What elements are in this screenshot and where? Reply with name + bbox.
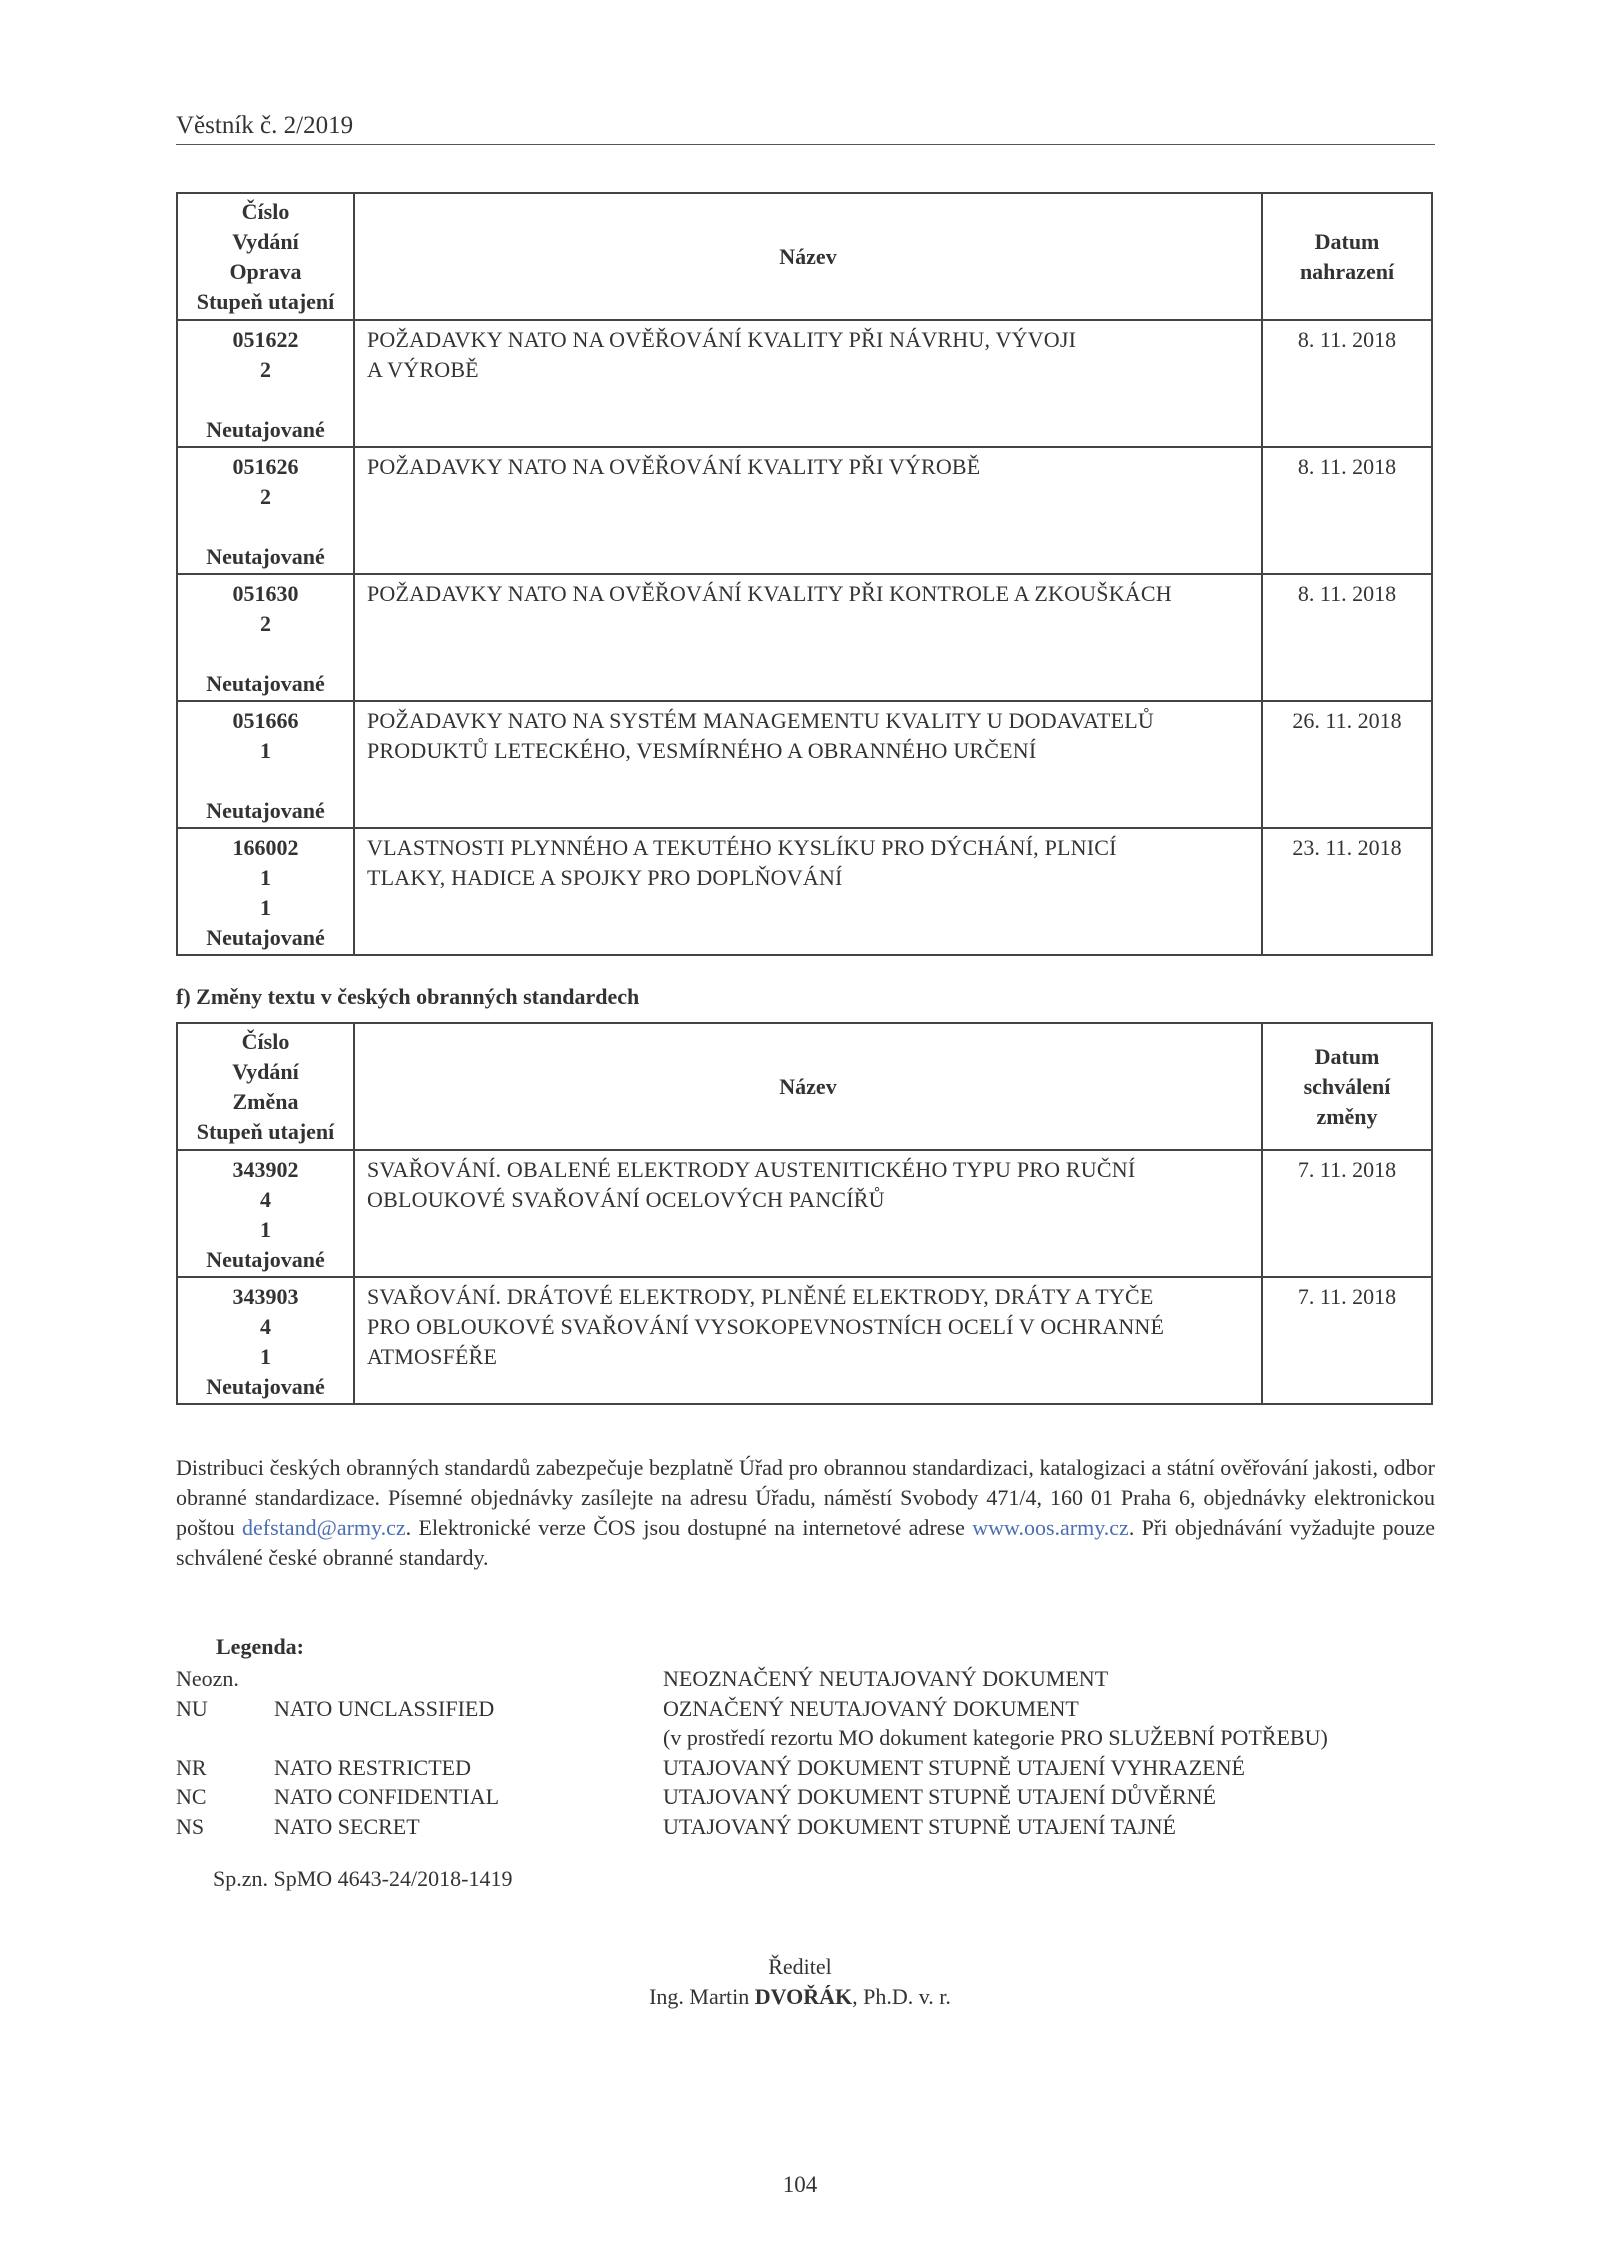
name-line: PRODUKTŮ LETECKÉHO, VESMÍRNÉHO A OBRANNÉHO URČENÍ — [367, 738, 1037, 763]
standards-replacement-table — [176, 192, 1433, 956]
number-line: 051626 — [232, 454, 299, 479]
section-f-heading: f) Změny textu v českých obranných standardech — [176, 984, 640, 1009]
header-label: Vydání — [232, 1058, 299, 1084]
name-line: OBLOUKOVÉ SVAŘOVÁNÍ OCELOVÝCH PANCÍŘŮ — [367, 1187, 885, 1212]
date-cell: 7. 11. 2018 — [1262, 1277, 1432, 1404]
name-line: SVAŘOVÁNÍ. OBALENÉ ELEKTRODY AUSTENITICKÉHO TYPU PRO RUČNÍ — [367, 1157, 1136, 1182]
legend-description: UTAJOVANÝ DOKUMENT STUPNĚ UTAJENÍ DŮVĚRNÉ — [663, 1784, 1216, 1809]
legend-abbr: NR — [176, 1754, 207, 1780]
header-label: Číslo — [241, 198, 290, 224]
number-line: 2 — [260, 484, 271, 509]
number-line: 4 — [260, 1187, 271, 1212]
header-label: Číslo — [241, 1028, 290, 1054]
header-label: Datum — [1314, 1043, 1380, 1069]
number-line: 051666 — [232, 708, 299, 733]
number-line: 4 — [260, 1314, 271, 1339]
distribution-paragraph — [176, 1453, 1435, 1573]
number-line: 1 — [260, 1217, 271, 1242]
legend-full-name: NATO SECRET — [274, 1813, 420, 1839]
date-cell: 23. 11. 2018 — [1262, 828, 1432, 955]
number-cell — [177, 447, 354, 574]
date-cell: 26. 11. 2018 — [1262, 701, 1432, 828]
name-line: POŽADAVKY NATO NA OVĚŘOVÁNÍ KVALITY PŘI NÁVRHU, VÝVOJI — [367, 327, 1077, 352]
name-line: PRO OBLOUKOVÉ SVAŘOVÁNÍ VYSOKOPEVNOSTNÍCH OCELÍ V OCHRANNÉ — [367, 1314, 1165, 1339]
header-rule — [176, 144, 1435, 145]
number-line: 166002 — [232, 835, 299, 860]
name-cell — [354, 574, 1262, 701]
distribution-text: . Při objednávání vyžadujte pouze schválené české obranné standardy. — [176, 1515, 1435, 1570]
header-label: Datum — [1314, 228, 1380, 254]
header-date-cell — [1262, 193, 1432, 320]
name-cell — [354, 1277, 1262, 1404]
legend-title: Legenda: — [216, 1634, 304, 1659]
number-line: Neutajované — [206, 544, 325, 569]
number-line: 1 — [260, 738, 271, 763]
number-line: Neutajované — [206, 671, 325, 696]
legend-full-name: NATO CONFIDENTIAL — [274, 1784, 500, 1809]
name-cell — [354, 320, 1262, 447]
name-line: ATMOSFÉŘE — [367, 1344, 498, 1369]
number-line: 343903 — [232, 1284, 299, 1309]
header-date-cell — [1262, 1023, 1432, 1150]
table-header-row — [177, 193, 1432, 320]
header-label: Vydání — [232, 228, 299, 254]
number-cell — [177, 574, 354, 701]
standards-amendment-table — [176, 1022, 1433, 1405]
legend-description: NEOZNAČENÝ NEUTAJOVANÝ DOKUMENT — [663, 1666, 1109, 1691]
signature-name — [0, 1984, 1600, 2010]
table-header-row — [177, 1023, 1432, 1150]
legend-description: UTAJOVANÝ DOKUMENT STUPNĚ UTAJENÍ TAJNÉ — [663, 1813, 1176, 1839]
number-cell — [177, 701, 354, 828]
distribution-text: . Elektronické verze ČOS jsou dostupné na internetové adrese — [405, 1515, 973, 1540]
legend-description: OZNAČENÝ NEUTAJOVANÝ DOKUMENT — [663, 1695, 1079, 1721]
table-row — [177, 701, 1432, 828]
number-line: 343902 — [232, 1157, 299, 1182]
date-cell: 7. 11. 2018 — [1262, 1150, 1432, 1277]
number-cell — [177, 320, 354, 447]
signature-prefix: Ing. Martin — [649, 1984, 755, 2009]
name-cell — [354, 447, 1262, 574]
header-name-cell: Název — [354, 1023, 1262, 1150]
name-line: SVAŘOVÁNÍ. DRÁTOVÉ ELEKTRODY, PLNĚNÉ ELEKTRODY, DRÁTY A TYČE — [367, 1284, 1154, 1309]
header-label: schválení — [1303, 1073, 1391, 1099]
header-label: Stupeň utajení — [196, 288, 335, 314]
table-row — [177, 447, 1432, 574]
signature-title: Ředitel — [768, 1954, 832, 1979]
legend-full-name: NATO RESTRICTED — [274, 1754, 471, 1780]
header-label: Stupeň utajení — [196, 1118, 335, 1144]
number-line: 2 — [260, 357, 271, 382]
number-line: Neutajované — [206, 1374, 325, 1399]
name-line: TLAKY, HADICE A SPOJKY PRO DOPLŇOVÁNÍ — [367, 865, 843, 890]
number-cell — [177, 1150, 354, 1277]
name-cell — [354, 701, 1262, 828]
legend-abbr: NS — [176, 1813, 205, 1839]
table-row — [177, 1150, 1432, 1277]
page-number: 104 — [782, 2172, 818, 2197]
number-line — [178, 512, 353, 542]
number-line: 051630 — [232, 581, 299, 606]
table-row — [177, 1277, 1432, 1404]
bulletin-title: Věstník č. 2/2019 — [176, 112, 354, 139]
header-number-cell — [177, 1023, 354, 1150]
name-cell — [354, 828, 1262, 955]
number-line: 2 — [260, 611, 271, 636]
number-line: 1 — [260, 895, 271, 920]
legend-description: UTAJOVANÝ DOKUMENT STUPNĚ UTAJENÍ VYHRAZENÉ — [663, 1754, 1245, 1780]
name-line: POŽADAVKY NATO NA SYSTÉM MANAGEMENTU KVALITY U DODAVATELŮ — [367, 708, 1154, 733]
number-cell — [177, 828, 354, 955]
number-line — [178, 639, 353, 669]
date-cell: 8. 11. 2018 — [1262, 447, 1432, 574]
name-line: A VÝROBĚ — [367, 357, 479, 382]
number-line — [178, 385, 353, 415]
number-line: 051622 — [232, 327, 299, 352]
header-label: Změna — [232, 1088, 299, 1114]
number-line: 1 — [260, 1344, 271, 1369]
number-line — [178, 766, 353, 796]
name-cell — [354, 1150, 1262, 1277]
table-row — [177, 828, 1432, 955]
signature-surname: DVOŘÁK — [754, 1984, 853, 2009]
table-row — [177, 574, 1432, 701]
number-line: Neutajované — [206, 798, 325, 823]
email-link[interactable]: defstand@army.cz — [242, 1515, 406, 1540]
date-cell: 8. 11. 2018 — [1262, 320, 1432, 447]
legend-abbr: NC — [176, 1784, 207, 1809]
header-label: Oprava — [229, 258, 302, 284]
header-label: změny — [1316, 1103, 1378, 1129]
header-number-cell — [177, 193, 354, 320]
number-line: Neutajované — [206, 1247, 325, 1272]
legend-abbr: NU — [176, 1695, 208, 1721]
signature-suffix: , Ph.D. v. r. — [852, 1984, 951, 2009]
name-line: VLASTNOSTI PLYNNÉHO A TEKUTÉHO KYSLÍKU PRO DÝCHÁNÍ, PLNICÍ — [367, 835, 1117, 860]
legend-abbr: Neozn. — [176, 1666, 239, 1691]
name-line: POŽADAVKY NATO NA OVĚŘOVÁNÍ KVALITY PŘI KONTROLE A ZKOUŠKÁCH — [367, 581, 1172, 606]
number-line: 1 — [260, 865, 271, 890]
legend-description: (v prostředí rezortu MO dokument kategorie PRO SLUŽEBNÍ POTŘEBU) — [663, 1725, 1328, 1750]
number-line: Neutajované — [206, 925, 325, 950]
header-name-cell: Název — [354, 193, 1262, 320]
date-cell: 8. 11. 2018 — [1262, 574, 1432, 701]
reference-number: Sp.zn. SpMO 4643-24/2018-1419 — [213, 1866, 513, 1891]
legend-full-name: NATO UNCLASSIFIED — [274, 1695, 495, 1721]
distribution-text: Distribuci českých obranných standardů zabezpečuje bezplatně Úřad pro obrannou standardizaci, katalogizaci a státní ověřování jakosti, odbor obranné standardizace. Písemné objednávky zasílejte na adresu Úřadu, náměstí Svobody 471/4, 160 01 Praha 6, objednávky elektronickou poštou — [176, 1455, 1435, 1540]
number-cell — [177, 1277, 354, 1404]
website-link[interactable]: www.oos.army.cz — [972, 1515, 1129, 1540]
number-line: Neutajované — [206, 417, 325, 442]
table-row — [177, 320, 1432, 447]
header-label: nahrazení — [1299, 258, 1395, 284]
name-line: POŽADAVKY NATO NA OVĚŘOVÁNÍ KVALITY PŘI VÝROBĚ — [367, 454, 981, 479]
